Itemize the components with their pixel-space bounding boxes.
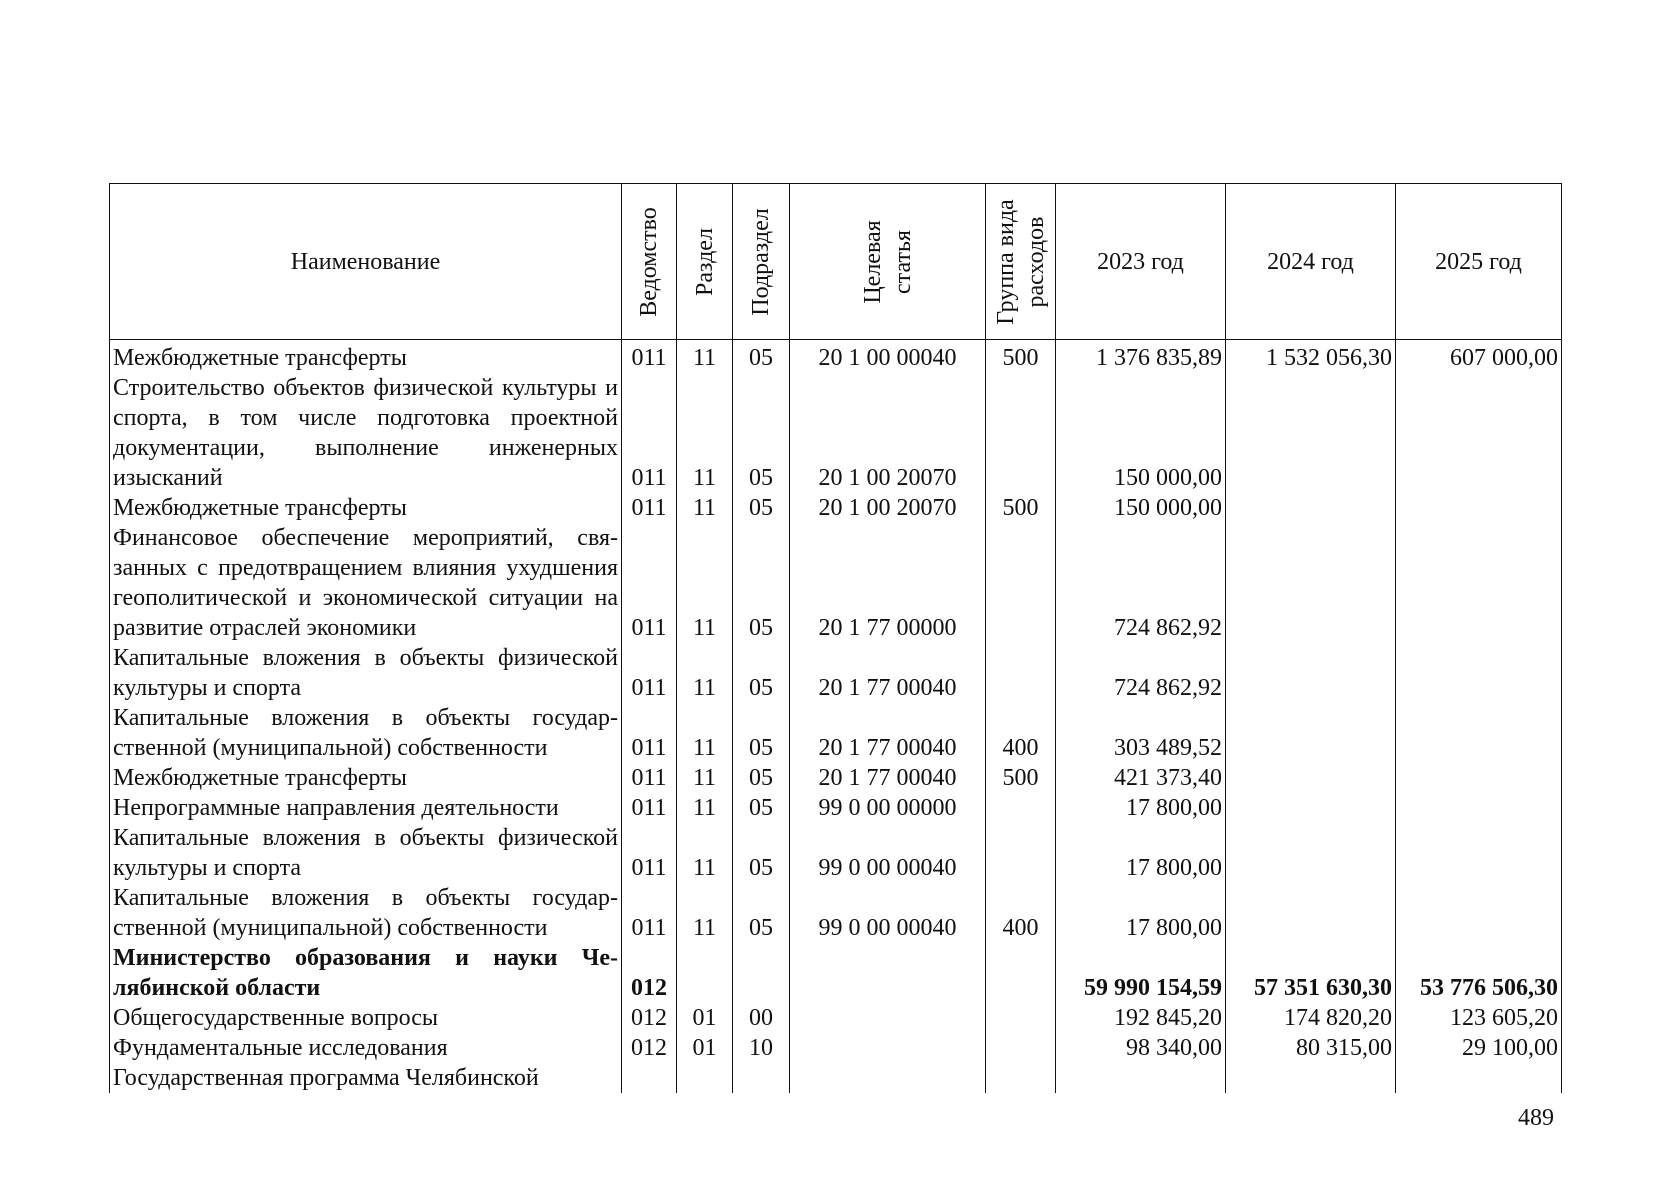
row-target-article [790, 943, 986, 1003]
header-ministry: Ведомство [622, 184, 677, 340]
row-amount-2024 [1226, 793, 1396, 823]
row-subsection: 05 [733, 643, 790, 703]
row-section [677, 1063, 733, 1093]
row-expense-group [986, 643, 1056, 703]
row-amount-2024: 80 315,00 [1226, 1033, 1396, 1063]
row-expense-group [986, 1033, 1056, 1063]
header-row [110, 184, 1562, 340]
row-amount-2024: 57 351 630,30 [1226, 943, 1396, 1003]
row-amount-2024: 1 532 056,30 [1226, 340, 1396, 374]
row-expense-group [986, 943, 1056, 1003]
row-target-article: 20 1 77 00040 [790, 643, 986, 703]
row-target-article: 20 1 77 00000 [790, 523, 986, 643]
row-amount-2023 [1056, 1063, 1226, 1093]
row-section: 11 [677, 823, 733, 883]
row-subsection: 05 [733, 493, 790, 523]
row-name: Непрограммные направления деятельности [110, 793, 622, 823]
row-name: Фундаментальные исследования [110, 1033, 622, 1063]
row-subsection [733, 943, 790, 1003]
table-row [110, 883, 1562, 943]
header-2023: 2023 год [1056, 184, 1226, 340]
row-subsection: 00 [733, 1003, 790, 1033]
row-expense-group [986, 523, 1056, 643]
header-section: Раздел [677, 184, 733, 340]
header-expense-group: Группа вида расходов [986, 184, 1056, 340]
header-2024: 2024 год [1226, 184, 1396, 340]
row-section: 11 [677, 793, 733, 823]
row-expense-group: 400 [986, 703, 1056, 763]
row-amount-2025 [1396, 523, 1562, 643]
row-name: Общегосударственные вопросы [110, 1003, 622, 1033]
row-name: Капитальные вложения в объекты физической культуры и спорта [110, 643, 622, 703]
table-row [110, 493, 1562, 523]
row-section: 01 [677, 1003, 733, 1033]
row-ministry: 011 [622, 883, 677, 943]
row-target-article: 20 1 00 20070 [790, 373, 986, 493]
row-target-article [790, 1063, 986, 1093]
row-section [677, 943, 733, 1003]
row-ministry: 011 [622, 793, 677, 823]
row-target-article: 20 1 77 00040 [790, 763, 986, 793]
row-amount-2025: 123 605,20 [1396, 1003, 1562, 1033]
table-row [110, 643, 1562, 703]
row-target-article: 20 1 00 00040 [790, 340, 986, 374]
row-subsection: 05 [733, 883, 790, 943]
row-amount-2024 [1226, 763, 1396, 793]
row-amount-2024 [1226, 373, 1396, 493]
row-expense-group: 400 [986, 883, 1056, 943]
row-amount-2023: 98 340,00 [1056, 1033, 1226, 1063]
table-row [110, 340, 1562, 374]
row-expense-group [986, 823, 1056, 883]
row-section: 11 [677, 883, 733, 943]
row-section: 11 [677, 340, 733, 374]
table-row [110, 373, 1562, 493]
row-name: Министерство образования и науки Челябинской области [110, 943, 622, 1003]
row-amount-2023: 17 800,00 [1056, 793, 1226, 823]
row-name: Финансовое обеспечение мероприятий, связанных с предотвращением влияния ухудшения геополитической и экономической ситуации на развитие отраслей экономики [110, 523, 622, 643]
row-amount-2023: 303 489,52 [1056, 703, 1226, 763]
row-section: 11 [677, 373, 733, 493]
row-section: 11 [677, 643, 733, 703]
row-amount-2023: 192 845,20 [1056, 1003, 1226, 1033]
row-subsection: 05 [733, 823, 790, 883]
row-amount-2025 [1396, 883, 1562, 943]
row-amount-2025 [1396, 493, 1562, 523]
table-row [110, 943, 1562, 1003]
header-subsection: Подраздел [733, 184, 790, 340]
row-amount-2023: 59 990 154,59 [1056, 943, 1226, 1003]
row-ministry: 011 [622, 763, 677, 793]
row-ministry: 012 [622, 943, 677, 1003]
row-expense-group: 500 [986, 340, 1056, 374]
table-row [110, 793, 1562, 823]
header-name: Наименование [110, 184, 622, 340]
row-subsection [733, 1063, 790, 1093]
row-amount-2025 [1396, 703, 1562, 763]
header-2025: 2025 год [1396, 184, 1562, 340]
row-amount-2024 [1226, 493, 1396, 523]
table-row [110, 1033, 1562, 1063]
row-subsection: 05 [733, 523, 790, 643]
row-amount-2023: 724 862,92 [1056, 523, 1226, 643]
row-amount-2025 [1396, 823, 1562, 883]
row-amount-2023: 724 862,92 [1056, 643, 1226, 703]
row-ministry: 012 [622, 1003, 677, 1033]
row-ministry: 011 [622, 643, 677, 703]
row-amount-2024 [1226, 1063, 1396, 1093]
table-row [110, 763, 1562, 793]
row-section: 11 [677, 523, 733, 643]
row-expense-group [986, 793, 1056, 823]
row-amount-2025 [1396, 1063, 1562, 1093]
row-expense-group [986, 1003, 1056, 1033]
row-amount-2024 [1226, 883, 1396, 943]
table-row [110, 1063, 1562, 1093]
row-target-article: 99 0 00 00040 [790, 823, 986, 883]
row-ministry [622, 1063, 677, 1093]
row-section: 11 [677, 493, 733, 523]
row-target-article: 20 1 00 20070 [790, 493, 986, 523]
row-amount-2023: 150 000,00 [1056, 373, 1226, 493]
row-subsection: 05 [733, 373, 790, 493]
row-subsection: 05 [733, 340, 790, 374]
row-ministry: 011 [622, 703, 677, 763]
row-ministry: 011 [622, 523, 677, 643]
row-amount-2025: 53 776 506,30 [1396, 943, 1562, 1003]
row-target-article: 99 0 00 00000 [790, 793, 986, 823]
row-section: 01 [677, 1033, 733, 1063]
row-name: Межбюджетные трансферты [110, 763, 622, 793]
row-amount-2023: 17 800,00 [1056, 823, 1226, 883]
row-name: Межбюджетные трансферты [110, 493, 622, 523]
row-amount-2024 [1226, 823, 1396, 883]
row-name: Капитальные вложения в объекты физической культуры и спорта [110, 823, 622, 883]
row-ministry: 011 [622, 340, 677, 374]
table-row [110, 703, 1562, 763]
table-row [110, 523, 1562, 643]
row-expense-group: 500 [986, 493, 1056, 523]
row-amount-2025 [1396, 793, 1562, 823]
row-amount-2025 [1396, 643, 1562, 703]
row-section: 11 [677, 703, 733, 763]
row-subsection: 05 [733, 703, 790, 763]
row-target-article: 99 0 00 00040 [790, 883, 986, 943]
row-target-article: 20 1 77 00040 [790, 703, 986, 763]
page-number: 489 [1518, 1105, 1554, 1131]
row-section: 11 [677, 763, 733, 793]
row-amount-2024 [1226, 523, 1396, 643]
row-expense-group [986, 1063, 1056, 1093]
row-amount-2023: 1 376 835,89 [1056, 340, 1226, 374]
row-amount-2023: 150 000,00 [1056, 493, 1226, 523]
row-subsection: 05 [733, 763, 790, 793]
row-name: Межбюджетные трансферты [110, 340, 622, 374]
row-amount-2025 [1396, 373, 1562, 493]
row-expense-group: 500 [986, 763, 1056, 793]
row-name: Капитальные вложения в объекты государственной (муниципальной) собственности [110, 703, 622, 763]
row-subsection: 05 [733, 793, 790, 823]
row-name: Строительство объектов физической культуры и спорта, в том числе подготовка проектной документации, выполнение инженерных изысканий [110, 373, 622, 493]
table-row [110, 1003, 1562, 1033]
row-amount-2025: 607 000,00 [1396, 340, 1562, 374]
row-target-article [790, 1033, 986, 1063]
row-amount-2025 [1396, 763, 1562, 793]
budget-table [109, 183, 1562, 1093]
row-amount-2024 [1226, 703, 1396, 763]
row-ministry: 011 [622, 823, 677, 883]
header-target-article: Целевая статья [790, 184, 986, 340]
row-amount-2024 [1226, 643, 1396, 703]
row-ministry: 011 [622, 493, 677, 523]
row-amount-2025: 29 100,00 [1396, 1033, 1562, 1063]
row-subsection: 10 [733, 1033, 790, 1063]
row-ministry: 011 [622, 373, 677, 493]
table-row [110, 823, 1562, 883]
row-amount-2023: 421 373,40 [1056, 763, 1226, 793]
row-expense-group [986, 373, 1056, 493]
row-ministry: 012 [622, 1033, 677, 1063]
row-amount-2023: 17 800,00 [1056, 883, 1226, 943]
row-target-article [790, 1003, 986, 1033]
row-name: Капитальные вложения в объекты государственной (муниципальной) собственности [110, 883, 622, 943]
row-amount-2024: 174 820,20 [1226, 1003, 1396, 1033]
row-name: Государственная программа Челябинской [110, 1063, 622, 1093]
table-body [110, 340, 1562, 1094]
